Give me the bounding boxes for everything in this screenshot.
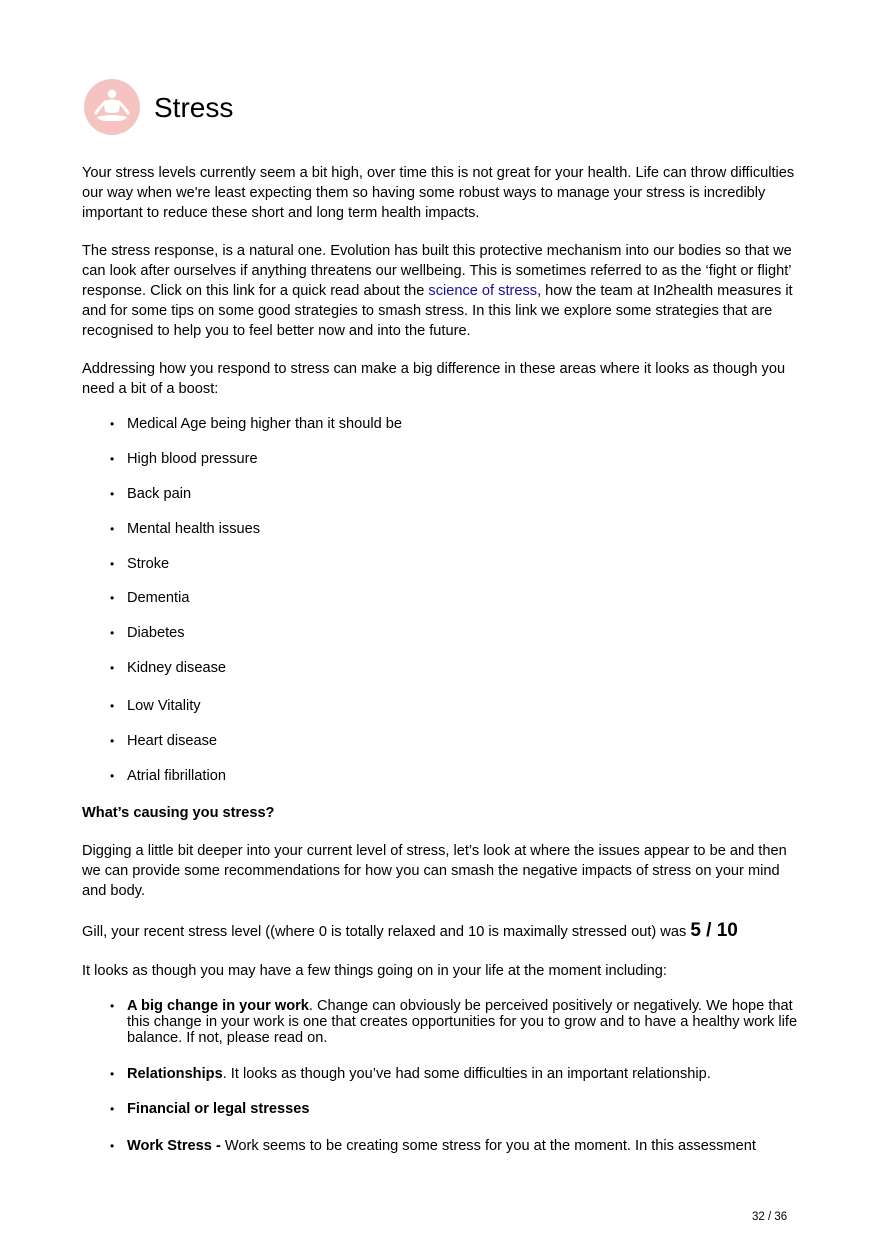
stress-level-text: Gill, your recent stress level ((where 0 is totally relaxed and 10 is maximally stressed out) was [82,924,691,940]
document-page: Stress Your stress levels currently seem a bit high, over time this is not great for your health. Life can throw difficulties our way when we're least expecting them so having some robust ways to manage your stress is incredibly important to reduce these short and long term health impacts. The stress response, is a natural one. Evolution has built this protective mechanism into our bodies so that we can look after ourselves if anything threatens our wellbeing. This is sometimes referred to as the ‘fight or flight’ response. Click on this link for a quick read about the science of stress, how the team at In2health measures it and for some tips on some good strategies to smash stress. In this link we explore some strategies that are recognised to help you to feel better now and into the future. Addressing how you respond to stress can make a big difference in these areas where it looks as though you need a bit of a boost: • Medical Age being higher than it should be • High blood pressure • Back pain • Mental health issues • Stroke • Dementia • Diabetes • Kidney disease • Low Vitality • Heart disease • Atrial fibrillation What’s causing you stress? Digging a little bit deeper into your current level of stress, let’s look at where the issues appear to be and then we can provide some recommendations for how you can smash the negative impacts of stress on your mind and body. Gill, your recent stress level ((where 0 is totally relaxed and 10 is maximally stressed out) was 5 / 10 It looks as though you may have a few things going on in your life at the moment including: • A big change in your work. Change can obviously be perceived positively or negatively. We hope that this change in your work is one that creates opportunities for you to grow and to have a healthy work life balance. If not, please read on. • Relationships. It looks as though you’ve had some difficulties in an important relationship. • Financial or legal stresses • Work Stress - Work seems to be creating some stress for you at the moment. In this assessment 32 / 36 [0,0,873,1244]
causes-paragraph-1: Digging a little bit deeper into your current level of stress, let’s look at where the issues appear to be and then we can provide some recommendations for how you can smash the negative impacts of stress on your mind and body. [82,843,787,899]
cause-title: Relationships [127,1066,223,1082]
intro-paragraph-1: Your stress levels currently seem a bit high, over time this is not great for your health. Life can throw difficulties our way when we're least expecting them so having some robust ways to manage your stress is incredibly important to reduce these short and long term health impacts. [82,165,795,221]
cause-title: A big change in your work [127,998,309,1014]
list-item: • Work Stress - Work seems to be creating some stress for you at the moment. In this assessment [110,1138,756,1154]
stress-level-value: 5 / 10 [690,920,738,941]
cause-title: Financial or legal stresses [127,1101,310,1117]
page-title: Stress [154,92,234,123]
cause-text: Work seems to be creating some stress for you at the moment. In this assessment [224,1138,756,1154]
list-item: • A big change in your work. Change can obviously be perceived positively or negatively. We hope that this change in your work is one that creates opportunities for you to grow and to have a healthy work life balance. If not, please read on. [110,998,798,1046]
science-of-stress-link[interactable]: science of stress [428,283,538,299]
cause-title: Work Stress - [127,1138,225,1154]
intro-paragraph-2 [82,241,797,341]
cause-text: . Change can obviously be perceived positively or negatively. We hope that this change in your work is one that creates opportunities for you to grow and to have a healthy work life balance. If not, please read on. [127,998,798,1046]
intro-paragraph-2-end: , how the team at In2health measures it and for some tips on some good strategies to smash stress. In this link we explore some strategies that are recognised to help you to feel better now and into the future. [82,283,793,339]
causes-heading: What’s causing you stress? [82,805,275,821]
meditation-icon [84,79,140,135]
list-item: • Relationships. It looks as though you’ve had some difficulties in an important relationship. [110,1066,711,1082]
stress-level-line [82,920,797,943]
intro-paragraph-2-start: The stress response, is a natural one. Evolution has built this protective mechanism into our bodies so that we can look after ourselves if anything threatens our wellbeing. This is sometimes referred to as the ‘fight or flight’ response. Click on this link for a quick read about the [82,243,792,299]
list-item: • Financial or legal stresses [110,1101,310,1117]
intro-paragraph-3: Addressing how you respond to stress can make a big difference in these areas where it looks as though you need a bit of a boost: [82,361,786,397]
cause-text: . It looks as though you’ve had some difficulties in an important relationship. [222,1066,711,1082]
causes-paragraph-2: It looks as though you may have a few things going on in your life at the moment including: [82,963,667,979]
page-number: 32 / 36 [752,1211,788,1223]
